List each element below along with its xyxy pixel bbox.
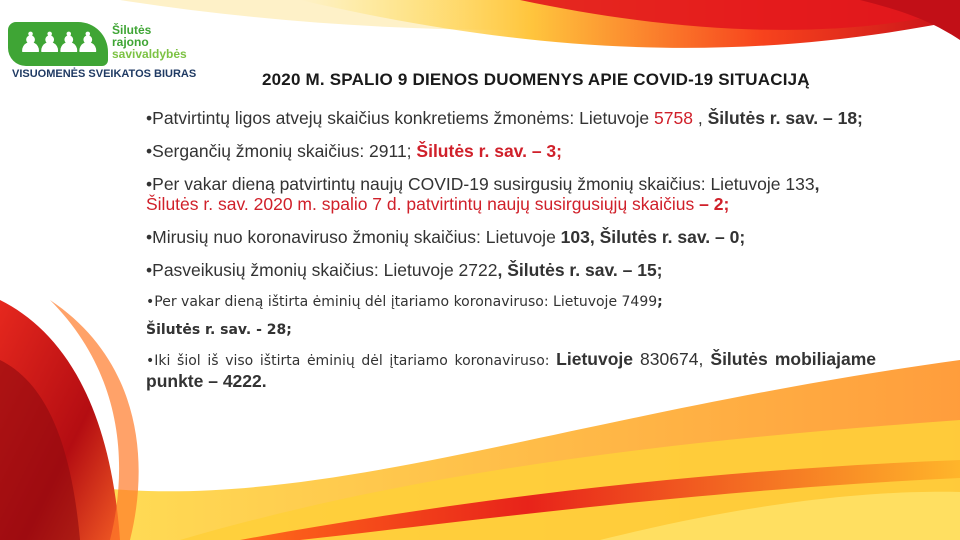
bullet-marker: • <box>146 227 153 247</box>
separator: , <box>814 174 820 194</box>
logo-text-line2: rajono <box>112 35 149 49</box>
logo-badge <box>8 22 108 66</box>
people-icon: ♟♟♟♟ <box>18 26 95 59</box>
new-cases-text: Per vakar dieną patvirtintų naujų COVID-19 susirgusių žmonių skaičius: Lietuvoje 133 <box>152 174 815 194</box>
tested-total-lt-label: Lietuvoje <box>556 349 633 369</box>
tested-total-text: Iki šiol iš viso ištirta ėminių dėl įtariamo koronaviruso: <box>154 353 557 369</box>
bullet-marker: • <box>146 294 155 310</box>
tested-total-lt-value: 830674, <box>632 349 711 369</box>
bullet-confirmed <box>146 108 876 128</box>
recovered-value: , Šilutės r. sav. – 15; <box>497 260 663 280</box>
deaths-value: 103, Šilutės r. sav. – 0; <box>560 227 746 247</box>
bullet-marker: • <box>146 353 155 369</box>
separator: , <box>692 108 708 128</box>
confirmed-local: Šilutės r. sav. – 18; <box>707 108 863 128</box>
logo-subtitle: VISUOMENĖS SVEIKATOS BIURAS <box>12 68 197 80</box>
bullet-sick <box>146 141 876 161</box>
logo-text-line1: Šilutės <box>112 23 152 37</box>
new-cases-local-text: Šilutės r. sav. 2020 m. spalio 7 d. patvirtintų naujų susirgusiųjų skaičius <box>146 194 695 214</box>
new-cases-local-value: – 2; <box>694 194 730 214</box>
sick-local: Šilutės r. sav. – 3; <box>416 141 562 161</box>
bullet-marker: • <box>146 141 153 161</box>
confirmed-text: Patvirtintų ligos atvejų skaičius konkretiems žmonėms: Lietuvoje <box>152 108 655 128</box>
tested-yesterday-local: Šilutės r. sav. - 28; <box>146 322 292 338</box>
sick-text: Sergančių žmonių skaičius: 2911; <box>152 141 417 161</box>
slide-title: 2020 M. SPALIO 9 DIENOS DUOMENYS APIE COVID-19 SITUACIJĄ <box>262 70 810 89</box>
bullet-marker: • <box>146 174 153 194</box>
confirmed-lt-value: 5758 <box>654 108 693 128</box>
logo <box>8 22 198 82</box>
bullet-new-cases <box>146 174 876 214</box>
bullet-recovered <box>146 260 876 280</box>
tested-yesterday-semicolon: ; <box>657 294 663 310</box>
deaths-text: Mirusių nuo koronaviruso žmonių skaičius: Lietuvoje <box>152 227 561 247</box>
tested-yesterday-text: Per vakar dieną ištirta ėminių dėl įtariamo koronaviruso: Lietuvoje 7499 <box>154 294 658 310</box>
bullet-list <box>146 108 876 404</box>
bullet-tested-yesterday <box>146 293 876 311</box>
logo-text-line3: savivaldybės <box>112 47 187 61</box>
bullet-marker: • <box>146 108 153 128</box>
bullet-tested-total <box>146 349 876 391</box>
tested-total-local: Šilutės mobiliajame punkte – 4222. <box>146 349 876 391</box>
bullet-marker: • <box>146 260 153 280</box>
bullet-deaths <box>146 227 876 247</box>
recovered-text: Pasveikusių žmonių skaičius: Lietuvoje 2722 <box>152 260 498 280</box>
